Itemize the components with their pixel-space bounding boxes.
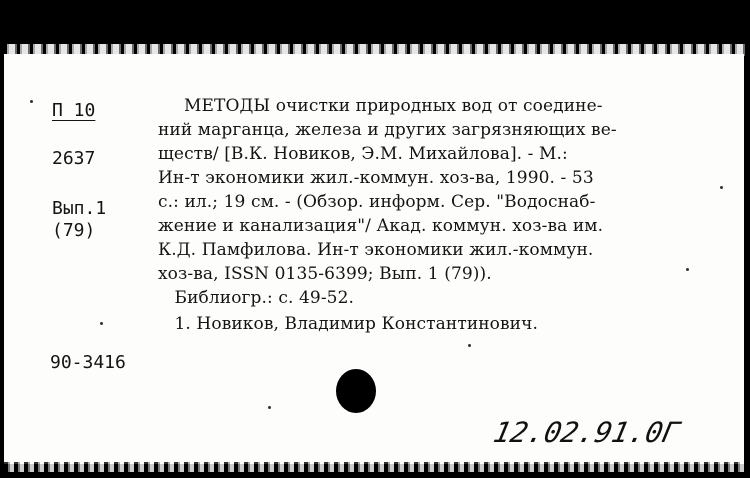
card-number: 2637	[52, 148, 96, 169]
shelf-mark: П 10	[52, 100, 96, 121]
entry-line-2: ний марганца, железа и других загрязняющих ве-	[158, 120, 617, 140]
issue-number: Вып.1	[52, 198, 107, 219]
entry-line-5: с.: ил.; 19 см. - (Обзор. информ. Сер. "Водоснаб-	[158, 192, 596, 212]
entry-line-author-tracing: 1. Новиков, Владимир Константинович.	[158, 314, 538, 334]
entry-line-3: ществ/ [В.К. Новиков, Э.М. Михайлова]. - М.:	[158, 144, 568, 164]
entry-line-4: Ин-т экономики жил.-коммун. хоз-ва, 1990. - 53	[158, 168, 594, 188]
speck	[30, 100, 33, 103]
card-bottom-edge	[4, 462, 748, 472]
entry-line-8: хоз-ва, ISSN 0135-6399; Вып. 1 (79)).	[158, 264, 492, 284]
punch-hole	[336, 369, 376, 413]
speck	[720, 186, 723, 189]
entry-line-6: жение и канализация"/ Акад. коммун. хоз-ва им.	[158, 216, 604, 236]
issue-paren: (79)	[52, 220, 96, 241]
entry-line-1: МЕТОДЫ очистки природных вод от соедине-	[184, 96, 603, 116]
accession-number: 90-3416	[50, 352, 126, 373]
speck	[686, 268, 689, 271]
speck	[100, 322, 103, 325]
entry-line-bibliography: Библиогр.: с. 49-52.	[158, 288, 354, 308]
speck	[268, 406, 271, 409]
speck	[468, 344, 471, 347]
entry-line-7: К.Д. Памфилова. Ин-т экономики жил.-коммун.	[158, 240, 594, 260]
handwritten-date: 12.02.91.0Г	[490, 416, 683, 449]
